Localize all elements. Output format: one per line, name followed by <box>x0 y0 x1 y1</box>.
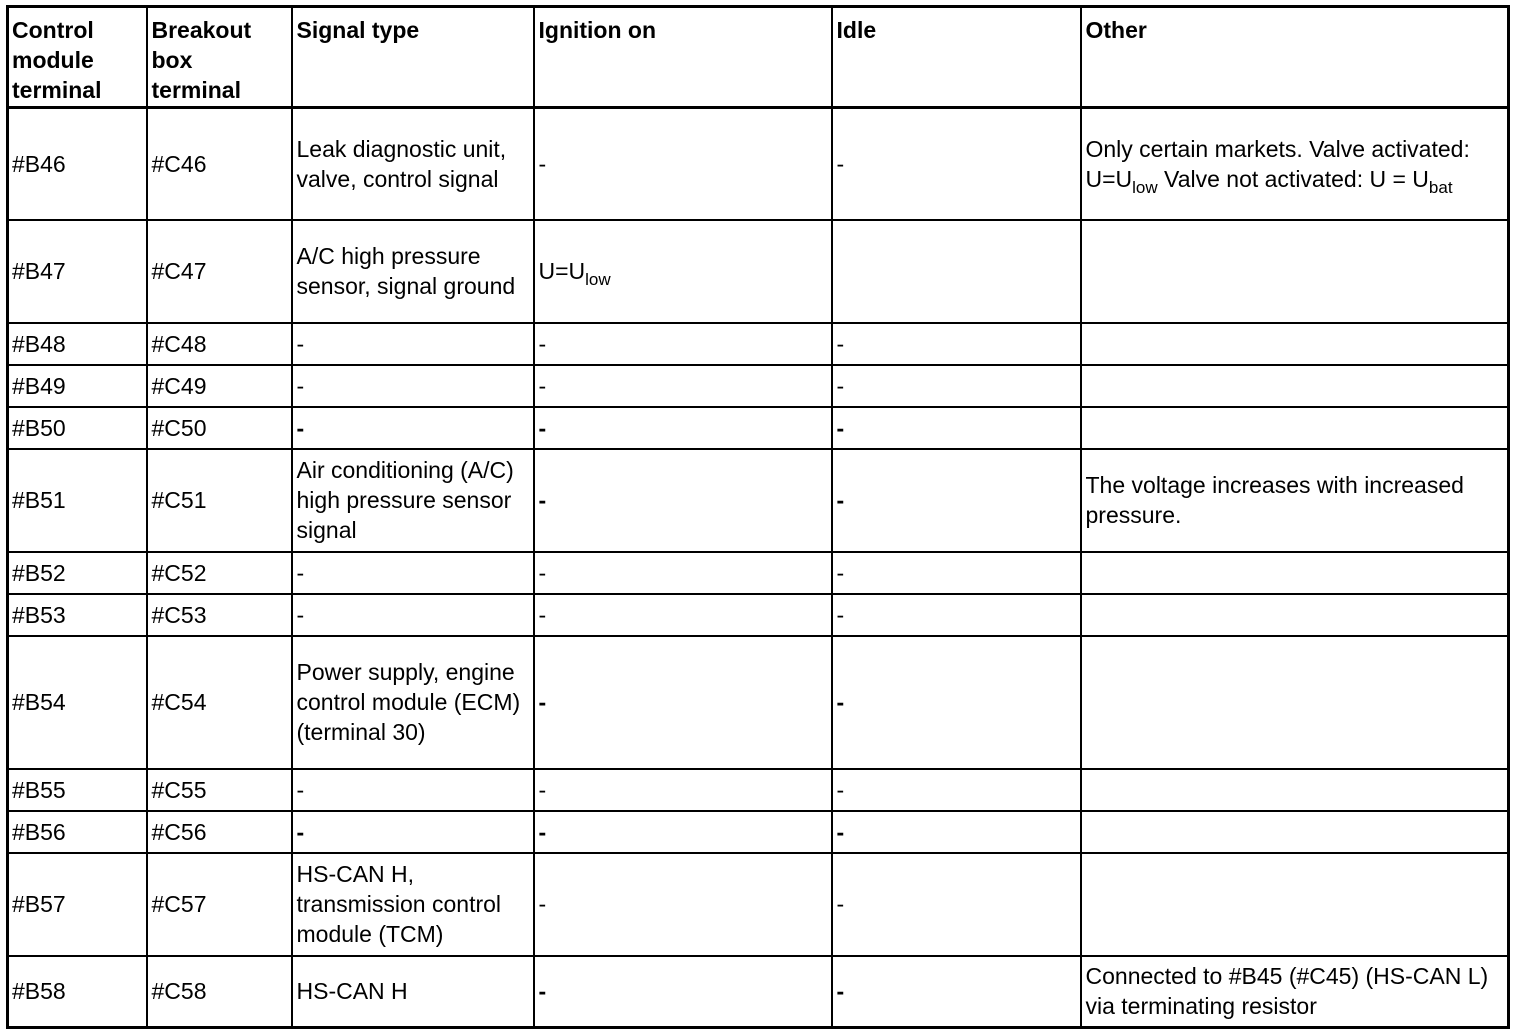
cell-ignition-on: - <box>534 769 832 811</box>
cell-signal-type: - <box>292 811 534 853</box>
cell-other <box>1081 365 1509 407</box>
cell-ignition-on: - <box>534 407 832 449</box>
table-row <box>8 956 1509 1028</box>
cell-ignition-on: - <box>534 552 832 594</box>
cell-control-module-terminal: #B52 <box>8 552 147 594</box>
cell-signal-type: HS-CAN H, transmission control module (TCM) <box>292 853 534 956</box>
cell-idle: - <box>832 407 1081 449</box>
cell-idle: - <box>832 323 1081 365</box>
cell-breakout-box-terminal: #C57 <box>147 853 292 956</box>
table-row <box>8 552 1509 594</box>
table-row <box>8 108 1509 220</box>
table-row <box>8 449 1509 552</box>
header-row <box>8 7 1509 108</box>
cell-other: Only certain markets. Valve activated: $U=U_{low}$ Valve not activated: $U = U_{bat}$ <box>1081 108 1509 220</box>
cell-idle: - <box>832 811 1081 853</box>
cell-control-module-terminal: #B55 <box>8 769 147 811</box>
cell-breakout-box-terminal: #C48 <box>147 323 292 365</box>
header-ignition-on: Ignition on <box>534 7 832 108</box>
cell-breakout-box-terminal: #C54 <box>147 636 292 769</box>
cell-idle: - <box>832 956 1081 1028</box>
table-row <box>8 636 1509 769</box>
cell-signal-type: Leak diagnostic unit, valve, control signal <box>292 108 534 220</box>
cell-control-module-terminal: #B50 <box>8 407 147 449</box>
cell-control-module-terminal: #B57 <box>8 853 147 956</box>
cell-breakout-box-terminal: #C46 <box>147 108 292 220</box>
table-row <box>8 220 1509 323</box>
cell-ignition-on: - <box>534 636 832 769</box>
cell-control-module-terminal: #B54 <box>8 636 147 769</box>
cell-idle: - <box>832 853 1081 956</box>
cell-signal-type: - <box>292 552 534 594</box>
cell-breakout-box-terminal: #C53 <box>147 594 292 636</box>
table-row <box>8 323 1509 365</box>
cell-breakout-box-terminal: #C51 <box>147 449 292 552</box>
cell-breakout-box-terminal: #C56 <box>147 811 292 853</box>
cell-other <box>1081 407 1509 449</box>
cell-other: Connected to #B45 (#C45) (HS-CAN L) via terminating resistor <box>1081 956 1509 1028</box>
cell-ignition-on: - <box>534 449 832 552</box>
cell-control-module-terminal: #B53 <box>8 594 147 636</box>
table-header <box>8 7 1509 108</box>
cell-breakout-box-terminal: #C50 <box>147 407 292 449</box>
cell-other <box>1081 769 1509 811</box>
cell-signal-type: - <box>292 594 534 636</box>
cell-breakout-box-terminal: #C58 <box>147 956 292 1028</box>
header-other: Other <box>1081 7 1509 108</box>
cell-other <box>1081 594 1509 636</box>
cell-idle: - <box>832 449 1081 552</box>
header-signal-type: Signal type <box>292 7 534 108</box>
cell-ignition-on: - <box>534 811 832 853</box>
terminal-table <box>6 5 1510 1029</box>
cell-idle: - <box>832 636 1081 769</box>
cell-breakout-box-terminal: #C47 <box>147 220 292 323</box>
cell-ignition-on: - <box>534 365 832 407</box>
cell-breakout-box-terminal: #C55 <box>147 769 292 811</box>
cell-other <box>1081 853 1509 956</box>
table-row <box>8 594 1509 636</box>
cell-other <box>1081 220 1509 323</box>
cell-other: The voltage increases with increased pressure. <box>1081 449 1509 552</box>
cell-signal-type: - <box>292 769 534 811</box>
cell-control-module-terminal: #B51 <box>8 449 147 552</box>
cell-signal-type: A/C high pressure sensor, signal ground <box>292 220 534 323</box>
cell-ignition-on: - <box>534 956 832 1028</box>
cell-control-module-terminal: #B56 <box>8 811 147 853</box>
table-body <box>8 108 1509 1028</box>
cell-signal-type: - <box>292 323 534 365</box>
cell-other <box>1081 811 1509 853</box>
cell-idle: - <box>832 769 1081 811</box>
cell-idle <box>832 220 1081 323</box>
cell-control-module-terminal: #B48 <box>8 323 147 365</box>
cell-signal-type: HS-CAN H <box>292 956 534 1028</box>
cell-idle: - <box>832 594 1081 636</box>
cell-control-module-terminal: #B58 <box>8 956 147 1028</box>
header-idle: Idle <box>832 7 1081 108</box>
cell-other <box>1081 636 1509 769</box>
cell-ignition-on: - <box>534 108 832 220</box>
cell-ignition-on: - <box>534 594 832 636</box>
cell-ignition-on: $U=U_{low}$ <box>534 220 832 323</box>
table-row <box>8 365 1509 407</box>
table-row <box>8 769 1509 811</box>
cell-ignition-on: - <box>534 323 832 365</box>
cell-idle: - <box>832 108 1081 220</box>
cell-other <box>1081 323 1509 365</box>
header-control-module-terminal: Control module terminal <box>8 7 147 108</box>
cell-ignition-on: - <box>534 853 832 956</box>
table-row <box>8 407 1509 449</box>
header-breakout-box-terminal: Breakout box terminal <box>147 7 292 108</box>
cell-control-module-terminal: #B47 <box>8 220 147 323</box>
cell-breakout-box-terminal: #C49 <box>147 365 292 407</box>
cell-control-module-terminal: #B49 <box>8 365 147 407</box>
cell-other <box>1081 552 1509 594</box>
cell-signal-type: - <box>292 365 534 407</box>
cell-idle: - <box>832 365 1081 407</box>
cell-control-module-terminal: #B46 <box>8 108 147 220</box>
cell-signal-type: Power supply, engine control module (ECM) (terminal 30) <box>292 636 534 769</box>
table-row <box>8 853 1509 956</box>
cell-signal-type: Air conditioning (A/C) high pressure sensor signal <box>292 449 534 552</box>
cell-idle: - <box>832 552 1081 594</box>
cell-breakout-box-terminal: #C52 <box>147 552 292 594</box>
table-row <box>8 811 1509 853</box>
cell-signal-type: - <box>292 407 534 449</box>
terminal-table-container <box>6 5 1510 1029</box>
